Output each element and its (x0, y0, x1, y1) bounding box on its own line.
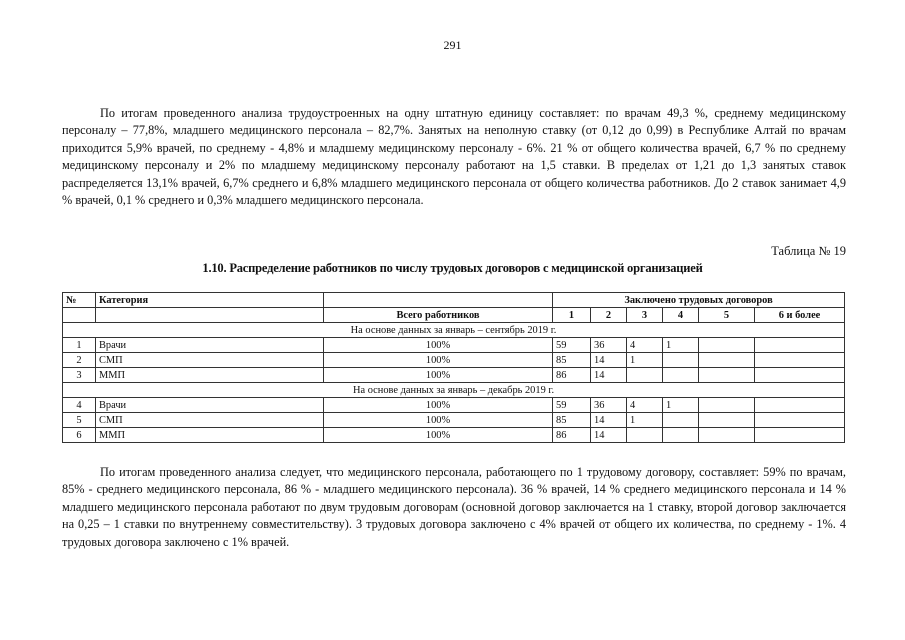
header-num: № (63, 293, 96, 308)
section-title: На основе данных за январь – декабрь 2019 г. (63, 383, 845, 398)
cell-contracts-1: 85 (553, 353, 591, 368)
cell-contracts-3 (627, 428, 663, 443)
header-category: Категория (96, 293, 324, 308)
table-row (63, 428, 845, 443)
cell-total: 100% (324, 338, 553, 353)
table-header-row (63, 293, 845, 308)
section-title-row (63, 383, 845, 398)
cell-contracts-4: 1 (663, 398, 699, 413)
header-total: Всего работников (324, 308, 553, 323)
table-row (63, 413, 845, 428)
cell-contracts-6-plus (755, 398, 845, 413)
cell-category: ММП (96, 428, 324, 443)
header-contracts-1: 1 (553, 308, 591, 323)
cell-category: СМП (96, 353, 324, 368)
cell-contracts-5 (699, 368, 755, 383)
cell-total: 100% (324, 398, 553, 413)
subheader-empty-category (96, 308, 324, 323)
cell-contracts-6-plus (755, 428, 845, 443)
table-label: Таблица № 19 (771, 244, 846, 258)
cell-contracts-5 (699, 398, 755, 413)
cell-contracts-3 (627, 368, 663, 383)
cell-contracts-3: 4 (627, 338, 663, 353)
table-subheader-row (63, 308, 845, 323)
cell-contracts-4 (663, 428, 699, 443)
header-contracts-6-plus: 6 и более (755, 308, 845, 323)
header-empty (324, 293, 553, 308)
cell-contracts-1: 59 (553, 338, 591, 353)
cell-contracts-3: 1 (627, 353, 663, 368)
cell-num: 6 (63, 428, 96, 443)
cell-contracts-2: 36 (591, 398, 627, 413)
cell-contracts-5 (699, 338, 755, 353)
table-row (63, 368, 845, 383)
header-contracts-2: 2 (591, 308, 627, 323)
cell-category: СМП (96, 413, 324, 428)
cell-contracts-2: 14 (591, 413, 627, 428)
cell-contracts-5 (699, 428, 755, 443)
cell-contracts-6-plus (755, 353, 845, 368)
cell-total: 100% (324, 368, 553, 383)
cell-num: 4 (63, 398, 96, 413)
cell-contracts-1: 86 (553, 428, 591, 443)
contracts-table (62, 292, 845, 443)
cell-category: Врачи (96, 338, 324, 353)
cell-contracts-2: 36 (591, 338, 627, 353)
cell-num: 2 (63, 353, 96, 368)
cell-num: 5 (63, 413, 96, 428)
cell-contracts-4 (663, 413, 699, 428)
cell-contracts-2: 14 (591, 428, 627, 443)
table-row (63, 398, 845, 413)
cell-contracts-4: 1 (663, 338, 699, 353)
cell-contracts-1: 86 (553, 368, 591, 383)
cell-total: 100% (324, 353, 553, 368)
subheader-empty-num (63, 308, 96, 323)
header-contracts-3: 3 (627, 308, 663, 323)
cell-total: 100% (324, 413, 553, 428)
cell-contracts-5 (699, 353, 755, 368)
cell-contracts-1: 85 (553, 413, 591, 428)
cell-contracts-2: 14 (591, 368, 627, 383)
cell-category: ММП (96, 368, 324, 383)
cell-contracts-2: 14 (591, 353, 627, 368)
table-title: 1.10. Распределение работников по числу трудовых договоров с медицинской организацией (202, 261, 703, 275)
page-number: 291 (443, 38, 462, 52)
paragraph-staffing-rates: По итогам проведенного анализа трудоустроенных на одну штатную единицу составляет: по врачам 49,3 %, среднему медицинскому персоналу – 77,8%, младшего медицинского персонала – 82,7%. Занятых на неполную ставку (от 0,12 до 0,99) в Республике Алтай по врачам приходится 5,9% врачей, по среднему - 4,8% и младшему медицинскому персоналу - 6%. 21 % от общего количества врачей, 6,7 % по среднему медицинскому персоналу и 2% по младшему медицинскому персоналу работают на 1,5 ставки. В пределах от 1,21 до 1,3 занятых ставок распределяется 13,1% врачей, 6,7% среднего и 6,8% младшего медицинского персонала от общего количества работников. До 2 ставок занимает 4,9 % врачей, 0,1 % среднего и 0,3% младшего медицинского персонала. (62, 106, 846, 208)
cell-contracts-4 (663, 353, 699, 368)
cell-category: Врачи (96, 398, 324, 413)
header-contracts: Заключено трудовых договоров (553, 293, 845, 308)
header-contracts-5: 5 (699, 308, 755, 323)
header-contracts-4: 4 (663, 308, 699, 323)
section-title-row (63, 323, 845, 338)
cell-contracts-5 (699, 413, 755, 428)
cell-contracts-6-plus (755, 368, 845, 383)
section-title: На основе данных за январь – сентябрь 2019 г. (63, 323, 845, 338)
table-row (63, 353, 845, 368)
cell-num: 3 (63, 368, 96, 383)
cell-contracts-3: 1 (627, 413, 663, 428)
cell-contracts-6-plus (755, 413, 845, 428)
cell-contracts-3: 4 (627, 398, 663, 413)
cell-num: 1 (63, 338, 96, 353)
paragraph-contracts-analysis: По итогам проведенного анализа следует, что медицинского персонала, работающего по 1 трудовому договору, составляет: 59% по врачам, 85% - среднего медицинского персонала, 86 % - младшего медицинского персонала). 36 % врачей, 14 % среднего медицинского персонала и 14 % младшего медицинского персонала работают по двум трудовым договорам (основной договор заключается на 1 ставку, второй договор заключается на 0,25 – 1 ставки по внутреннему совместительству). 3 трудовых договора заключено с 4% врачей от общего их количества, по среднему - 1%. 4 трудовых договора заключено с 1% врачей. (62, 465, 846, 549)
cell-contracts-4 (663, 368, 699, 383)
cell-contracts-1: 59 (553, 398, 591, 413)
cell-total: 100% (324, 428, 553, 443)
table-row (63, 338, 845, 353)
cell-contracts-6-plus (755, 338, 845, 353)
